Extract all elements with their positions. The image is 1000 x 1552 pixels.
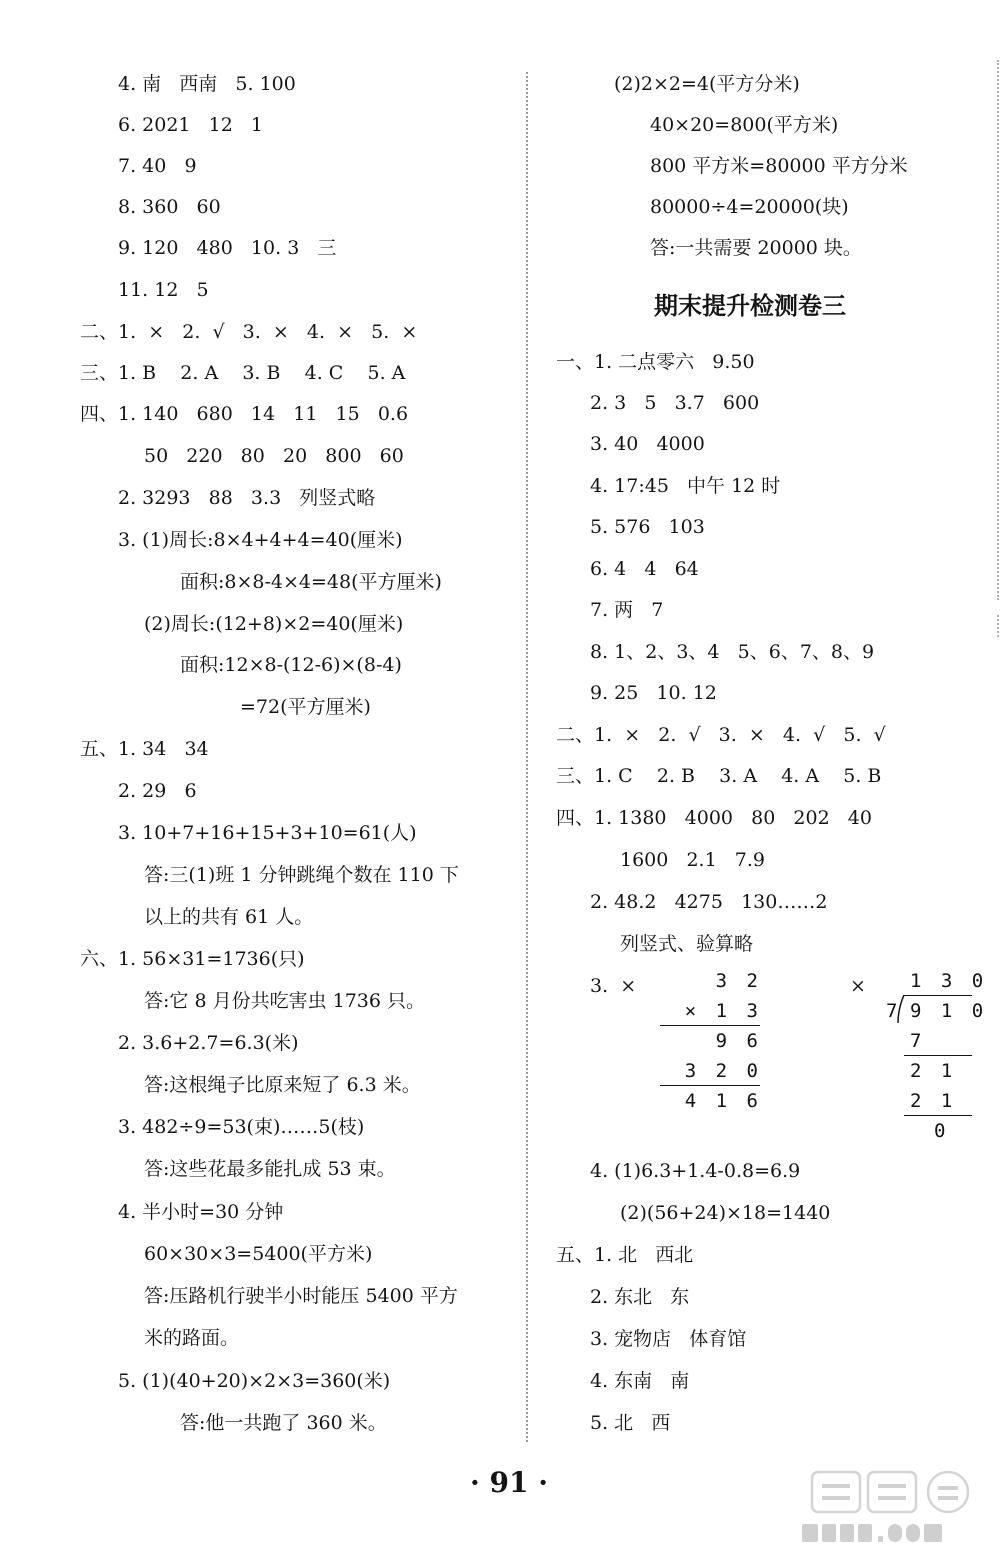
div-bracket bbox=[896, 995, 908, 1025]
answer-line: 一、1. 二点零六 9.50 bbox=[556, 351, 755, 373]
column-divider bbox=[526, 72, 528, 1442]
answer-line: 7. 40 9 bbox=[118, 155, 197, 177]
answer-line: 5. (1)(40+20)×2×3=360(米) bbox=[118, 1370, 391, 1392]
answer-line: 11. 12 5 bbox=[118, 279, 209, 301]
div-rule bbox=[904, 1115, 972, 1116]
div-rule bbox=[904, 1055, 972, 1056]
answer-line: 9. 25 10. 12 bbox=[590, 682, 717, 704]
div-bar bbox=[904, 995, 972, 996]
answer-line: 2. 48.2 4275 130……2 bbox=[590, 891, 828, 913]
div-quotient: 1 3 0 bbox=[910, 970, 988, 992]
answer-line: 答:压路机行驶半小时能压 5400 平方 bbox=[144, 1285, 458, 1307]
answer-line: 6. 2021 12 1 bbox=[118, 114, 264, 136]
answer-line: 2. 3293 88 3.3 列竖式略 bbox=[118, 487, 376, 509]
answer-line: 3. 482÷9=53(束)……5(枝) bbox=[118, 1116, 365, 1138]
answer-line: 4. (1)6.3+1.4-0.8=6.9 bbox=[590, 1160, 801, 1182]
answer-line: 答:他一共跑了 360 米。 bbox=[180, 1412, 387, 1434]
answer-line: 三、1. C 2. B 3. A 4. A 5. B bbox=[556, 765, 882, 787]
answer-line: 四、1. 1380 4000 80 202 40 bbox=[556, 807, 872, 829]
answer-line: 40×20=800(平方米) bbox=[650, 114, 839, 136]
answer-line: 五、1. 34 34 bbox=[80, 738, 209, 760]
answer-line: 面积:8×8-4×4=48(平方厘米) bbox=[180, 571, 442, 593]
div-divisor: 7 bbox=[886, 1000, 902, 1022]
section-title: 期末提升检测卷三 bbox=[654, 291, 846, 320]
answer-line: 六、1. 56×31=1736(只) bbox=[80, 948, 305, 970]
answer-line: 答:这根绳子比原来短了 6.3 米。 bbox=[144, 1074, 421, 1096]
answer-line: 4. 东南 南 bbox=[590, 1370, 690, 1392]
mul-multiplicand: 3 2 bbox=[715, 970, 762, 992]
answer-line: 3. (1)周长:8×4+4+4=40(厘米) bbox=[118, 529, 403, 551]
answer-line: 8. 360 60 bbox=[118, 196, 221, 218]
edge-dotted-line bbox=[997, 615, 999, 637]
answer-line: 1600 2.1 7.9 bbox=[620, 849, 766, 871]
answer-line: 2. 29 6 bbox=[118, 780, 197, 802]
answer-line: (2)(56+24)×18=1440 bbox=[620, 1202, 831, 1224]
answer-line: 以上的共有 61 人。 bbox=[144, 906, 314, 928]
answer-line: 三、1. B 2. A 3. B 4. C 5. A bbox=[80, 362, 406, 384]
answer-line: =72(平方厘米) bbox=[240, 696, 371, 718]
answer-line: 50 220 80 20 800 60 bbox=[144, 445, 404, 467]
answer-line: 4. 南 西南 5. 100 bbox=[118, 73, 296, 95]
answer-line: 3. 10+7+16+15+3+10=61(人) bbox=[118, 822, 417, 844]
answer-line: 7. 两 7 bbox=[590, 599, 664, 621]
answer-line: 4. 半小时=30 分钟 bbox=[118, 1201, 284, 1223]
div-remainder: 0 bbox=[934, 1120, 950, 1142]
watermark-logo bbox=[800, 1468, 990, 1548]
div-step: 7 bbox=[910, 1030, 926, 1052]
answer-line: 2. 3 5 3.7 600 bbox=[590, 392, 760, 414]
answer-line: 2. 3.6+2.7=6.3(米) bbox=[118, 1032, 299, 1054]
mul-rule bbox=[660, 1025, 760, 1026]
mul-rule bbox=[660, 1085, 760, 1086]
answer-line: 二、1. × 2. √ 3. × 4. × 5. × bbox=[80, 321, 418, 343]
div-step: 2 1 bbox=[910, 1090, 957, 1112]
mul-multiplier: × 1 3 bbox=[684, 1000, 762, 1022]
answer-line: 五、1. 北 西北 bbox=[556, 1244, 694, 1266]
mul-result: 4 1 6 bbox=[684, 1090, 762, 1112]
answer-line: 答:一共需要 20000 块。 bbox=[650, 237, 862, 259]
page-number: · 91 · bbox=[470, 1466, 548, 1499]
answer-line: 6. 4 4 64 bbox=[590, 558, 699, 580]
answer-line: 答:三(1)班 1 分钟跳绳个数在 110 下 bbox=[144, 864, 459, 886]
answer-line: 列竖式、验算略 bbox=[620, 933, 754, 955]
answer-line: 3. 宠物店 体育馆 bbox=[590, 1328, 747, 1350]
answer-line: × bbox=[850, 975, 866, 997]
answer-line: 9. 120 480 10. 3 三 bbox=[118, 237, 337, 259]
answer-line: 8. 1、2、3、4 5、6、7、8、9 bbox=[590, 641, 875, 663]
answer-line: 二、1. × 2. √ 3. × 4. √ 5. √ bbox=[556, 724, 886, 746]
mul-partial: 9 6 bbox=[715, 1030, 762, 1052]
answer-line: (2)周长:(12+8)×2=40(厘米) bbox=[144, 613, 404, 635]
answer-line: 4. 17:45 中午 12 时 bbox=[590, 475, 781, 497]
answer-line: 800 平方米=80000 平方分米 bbox=[650, 155, 908, 177]
answer-line: 面积:12×8-(12-6)×(8-4) bbox=[180, 654, 402, 676]
edge-dotted-line bbox=[997, 60, 999, 600]
answer-line: 2. 东北 东 bbox=[590, 1286, 690, 1308]
mul-partial: 3 2 0 bbox=[684, 1060, 762, 1082]
answer-line: 答:这些花最多能扎成 53 束。 bbox=[144, 1158, 396, 1180]
answer-line: 60×30×3=5400(平方米) bbox=[144, 1243, 373, 1265]
answer-line: 3. 40 4000 bbox=[590, 433, 705, 455]
answer-line: 80000÷4=20000(块) bbox=[650, 196, 849, 218]
answer-line: 米的路面。 bbox=[144, 1327, 240, 1349]
answer-line: (2)2×2=4(平方分米) bbox=[614, 73, 800, 95]
answer-line: 答:它 8 月份共吃害虫 1736 只。 bbox=[144, 990, 426, 1012]
answer-line: 3. × bbox=[590, 975, 637, 997]
answer-line: 四、1. 140 680 14 11 15 0.6 bbox=[80, 403, 409, 425]
div-step: 2 1 bbox=[910, 1060, 957, 1082]
div-dividend: 9 1 0 bbox=[910, 1000, 988, 1022]
answer-line: 5. 北 西 bbox=[590, 1412, 671, 1434]
answer-line: 5. 576 103 bbox=[590, 516, 705, 538]
